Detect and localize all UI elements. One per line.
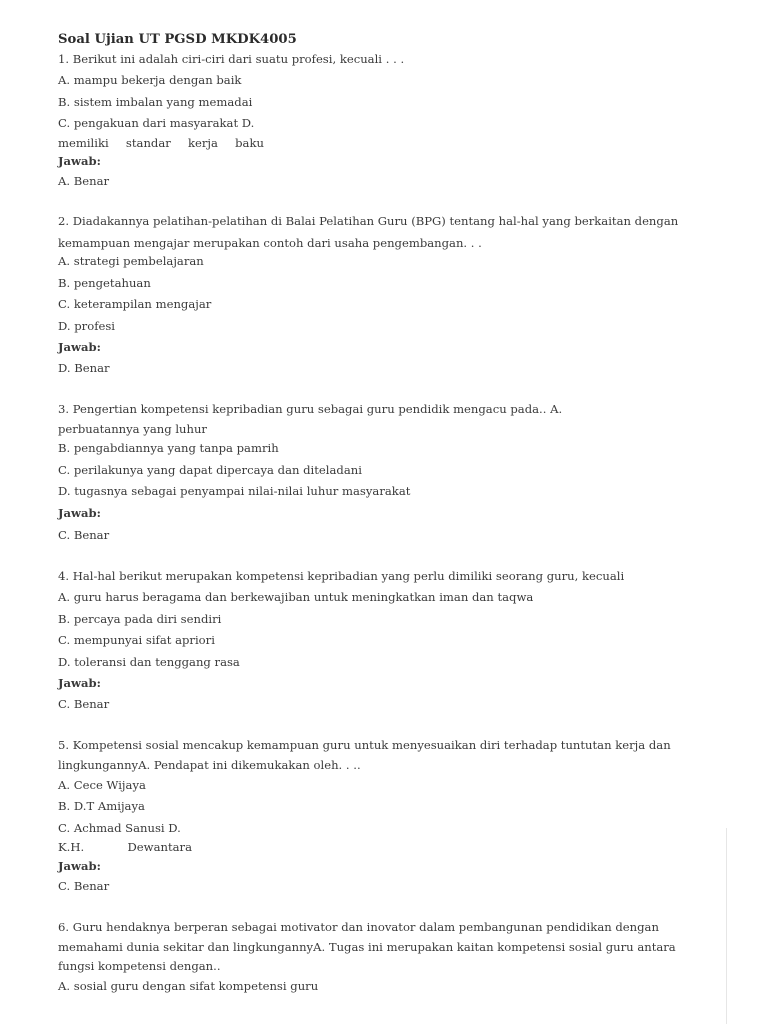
q6-question-line2: memahami dunia sekitar dan lingkungannyA. Tugas ini merupakan kaitan kompetensi sosial guru antara bbox=[58, 940, 676, 954]
q1-option-a: A. mampu bekerja dengan baik bbox=[58, 73, 242, 87]
q6-question-line3: fungsi kompetensi dengan.. bbox=[58, 959, 221, 973]
q2-answer-label: Jawab: bbox=[58, 340, 101, 354]
q3-question-line1: 3. Pengertian kompetensi kepribadian guru sebagai guru pendidik mengacu pada.. A. bbox=[58, 402, 563, 416]
q2-option-a: A. strategi pembelajaran bbox=[58, 254, 204, 268]
q4-option-c: C. mempunyai sifat apriori bbox=[58, 633, 215, 647]
q3-option-d: D. tugasnya sebagai penyampai nilai-nilai luhur masyarakat bbox=[58, 484, 411, 498]
q1-option-c: C. pengakuan dari masyarakat D. bbox=[58, 116, 255, 130]
q1-answer-label: Jawab: bbox=[58, 154, 101, 168]
q1-option-d-word: standar bbox=[125, 136, 171, 150]
q5-option-b: B. D.T Amijaya bbox=[58, 799, 145, 813]
q2-answer: D. Benar bbox=[58, 361, 110, 375]
q3-option-b: B. pengabdiannya yang tanpa pamrih bbox=[58, 441, 279, 455]
q3-answer: C. Benar bbox=[58, 528, 110, 542]
q4-answer: C. Benar bbox=[58, 697, 110, 711]
q1-option-d bbox=[58, 136, 264, 150]
q5-question-line2: lingkungannyA. Pendapat ini dikemukakan oleh. . .. bbox=[58, 758, 361, 772]
q1-option-d-word: kerja bbox=[188, 136, 218, 150]
q5-option-c: C. Achmad Sanusi D. bbox=[58, 821, 181, 835]
q5-answer: C. Benar bbox=[58, 879, 110, 893]
q5-option-d-word: Dewantara bbox=[127, 840, 192, 854]
q5-option-d bbox=[58, 840, 192, 854]
q3-question-line2: perbuatannya yang luhur bbox=[58, 422, 207, 436]
q4-answer-label: Jawab: bbox=[58, 676, 101, 690]
q1-option-b: B. sistem imbalan yang memadai bbox=[58, 95, 253, 109]
q1-option-d-word: baku bbox=[235, 136, 264, 150]
q5-question-line1: 5. Kompetensi sosial mencakup kemampuan guru untuk menyesuaikan diri terhadap tuntutan kerja dan bbox=[58, 738, 671, 752]
q4-option-b: B. percaya pada diri sendiri bbox=[58, 612, 222, 626]
q6-question-line1: 6. Guru hendaknya berperan sebagai motivator dan inovator dalam pembangunan pendidikan dengan bbox=[58, 920, 659, 934]
q1-question: 1. Berikut ini adalah ciri-ciri dari suatu profesi, kecuali . . . bbox=[58, 52, 405, 66]
q2-question-line2: kemampuan mengajar merupakan contoh dari usaha pengembangan. . . bbox=[58, 236, 482, 250]
q6-option-a: A. sosial guru dengan sifat kompetensi guru bbox=[58, 979, 319, 993]
page-edge-divider bbox=[726, 828, 727, 1024]
q1-answer: A. Benar bbox=[58, 174, 110, 188]
q4-option-d: D. toleransi dan tenggang rasa bbox=[58, 655, 240, 669]
q3-option-c: C. perilakunya yang dapat dipercaya dan diteladani bbox=[58, 463, 362, 477]
q3-answer-label: Jawab: bbox=[58, 506, 101, 520]
q2-option-d: D. profesi bbox=[58, 319, 116, 333]
q4-option-a: A. guru harus beragama dan berkewajiban untuk meningkatkan iman dan taqwa bbox=[58, 590, 534, 604]
q2-option-c: C. keterampilan mengajar bbox=[58, 297, 212, 311]
q1-option-d-word: memiliki bbox=[58, 136, 109, 150]
q2-question-line1: 2. Diadakannya pelatihan-pelatihan di Balai Pelatihan Guru (BPG) tentang hal-hal yang berkaitan dengan bbox=[58, 214, 679, 228]
q5-option-a: A. Cece Wijaya bbox=[58, 778, 146, 792]
q5-option-d-word: K.H. bbox=[58, 840, 85, 854]
page-title: Soal Ujian UT PGSD MKDK4005 bbox=[58, 32, 297, 47]
q5-answer-label: Jawab: bbox=[58, 859, 101, 873]
q2-option-b: B. pengetahuan bbox=[58, 276, 151, 290]
q4-question: 4. Hal-hal berikut merupakan kompetensi kepribadian yang perlu dimiliki seorang guru, kecuali bbox=[58, 569, 625, 583]
